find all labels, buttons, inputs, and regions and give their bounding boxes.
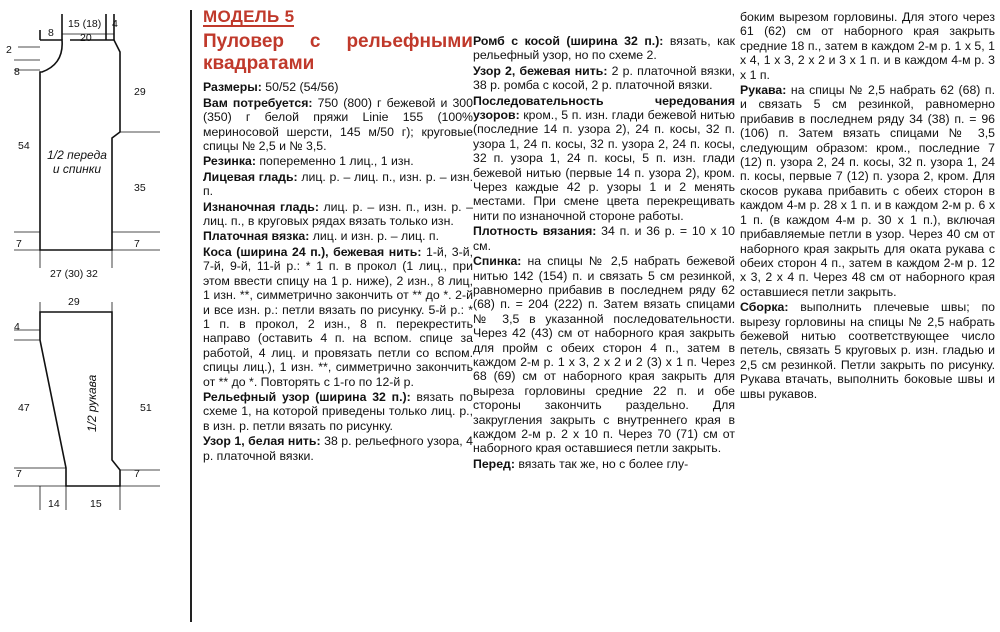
paragraph-text: на спицы № 2,5 набрать бежевой нитью 142 (154) п. и связать 5 см резинкой, равномерно прибавив в последнем ряду 62 (68) п. = 204 (222) п. Затем вязать спицами № 3,5 в указанной последовательности. Через 42 (43) см от наборного края закрыть для пройм с обеих сторон 4 п., затем в каждом 2-м р. 1 х 3, 2 х 2 и 2 (3) х 1 п. Через 68 (69) см от наборного края закрыть для выреза горловины средние 22 п. и обе стороны закончить раздельно. Для закругления закрыть с внутреннего края в каждом 2-м р. 2 х 10 п. Через 70 (71) см от наборного края оставшиеся петли закрыть. xyxy=(473,254,735,456)
paragraph-text: лиц. и изн. р. – лиц. п. xyxy=(309,229,440,244)
dim-sleeve-full: 51 xyxy=(140,402,152,414)
paragraph-heading: Вам потребуется: xyxy=(203,95,313,110)
paragraph-text: лиц. р. – лиц. п., изн. р. – изн. п. xyxy=(203,169,473,199)
dim-sleeve-cuff: 14 xyxy=(48,498,60,510)
paragraph-heading: Резинка: xyxy=(203,154,256,169)
paragraph-text: попеременно 1 лиц., 1 изн. xyxy=(255,154,414,169)
paragraph-heading: Спинка: xyxy=(473,254,522,269)
paragraph-text: вязать, как рельефный узор, но по схеме 2. xyxy=(473,34,735,63)
col3-body xyxy=(740,10,995,401)
dim-sleeve-cuff-right: 15 xyxy=(90,498,102,510)
dim-shoulder-slope: 2 xyxy=(6,44,12,56)
paragraph-heading: Размеры: xyxy=(203,80,262,95)
dim-rib-right: 7 xyxy=(134,238,140,250)
col3-paragraph xyxy=(740,300,995,401)
dim-body-to-armhole: 35 xyxy=(134,182,146,194)
schematic-drawing xyxy=(0,0,180,632)
col2-paragraph xyxy=(473,94,735,224)
dim-sleeve-rib-right: 7 xyxy=(134,468,140,480)
col1-paragraph xyxy=(203,154,473,168)
paragraph-text: лиц. р. – изн. п., изн. р. – лиц. п., в круговых рядах вязать только изн. xyxy=(203,199,473,229)
col2-paragraph xyxy=(473,254,735,456)
paragraph-heading: Сборка: xyxy=(740,300,789,315)
dim-shoulder-width: 20 xyxy=(80,32,92,44)
paragraph-text: выполнить плечевые швы; по вырезу горловины на спицы № 2,5 набрать бежевой нитью соответствующее число петель, связать 5 круговых р. изн. гладью и 2,5 см резинкой. Петли закрыть по рисунку. Рукава втачать, выполнить боковые швы и швы рукавов. xyxy=(740,300,995,401)
dim-sleeve-top: 29 xyxy=(68,296,80,308)
col1-paragraph xyxy=(203,96,473,154)
article-title: Пуловер с рельефными квадратами xyxy=(203,31,473,75)
col1-paragraph xyxy=(203,245,473,389)
front-back-outline xyxy=(40,40,120,250)
sleeve-piece-label: 1/2 рукава xyxy=(85,374,99,432)
front-back-piece-label: 1/2 переда и спинки xyxy=(47,148,107,176)
sleeve-outline xyxy=(40,312,120,486)
paragraph-heading: Лицевая гладь: xyxy=(203,169,298,184)
paragraph-text: 750 (800) г бежевой и 300 (350) г белой пряжи Linie 155 (100% мериносовой шерсти, 145 м/50 г); круговые спицы № 2,5 и № 3,5. xyxy=(203,95,473,154)
paragraph-text: кром., 5 п. изн. глади бежевой нитью (последние 14 п. узора 2), 24 п. косы, 32 п. узора 1, 24 п. косы, 32 п. узора 2, 24 п. косы, 32 п. узора 1, 24 п. косы, 5 п. изн. глади бежевой нитью (первые 14 п. узора 2), кром. Через каждые 42 р. узоры 1 и 2 менять местами. При смене цвета перекрещивать нити по изнаночной стороне работы. xyxy=(473,108,735,223)
dim-sleeve-cap: 4 xyxy=(14,321,20,333)
col1-paragraph xyxy=(203,390,473,433)
paragraph-text: на спицы № 2,5 набрать 62 (68) п. и связать 5 см резинкой, равномерно прибавив в последнем ряду 34 (38) п. = 96 (106) п. Затем вязать спицами № 3,5 следующим образом: кром., последние 7 (12) п. узора 2, 24 п. косы, 32 п. узора 1, 24 п. косы, первые 7 (12) п. узора 2, кром. Для скосов рукава прибавить с обеих сторон в каждом 4-м р. 28 х 1 п. и в каждом 2-м р. 6 х 1 п. (в каждом 4-м р. 30 х 1 п.), включая прибавляемые петли в узор. Через 40 см от наборного края закрыть для оката рукава с обеих сторон 4 п., затем в каждом 2-м р. 12 х 3, 2 х 4 п. Через 48 см от наборного края оставшиеся петли закрыть. xyxy=(740,83,995,299)
paragraph-text: 34 п. и 36 р. = 10 х 10 см. xyxy=(473,224,735,253)
dim-neck-width: 15 (18) xyxy=(68,18,102,30)
col2-paragraph xyxy=(473,224,735,253)
paragraph-text: 2 р. платочной вязки, 38 р. ромба с косой, 2 р. платочной вязки. xyxy=(473,63,735,93)
dim-shoulder: 4 xyxy=(112,18,118,30)
dim-neck-front: 8 xyxy=(14,66,20,78)
pattern-schematic xyxy=(0,0,180,632)
col2-paragraph xyxy=(473,457,735,471)
col1-paragraph xyxy=(203,229,473,243)
col3-paragraph xyxy=(740,10,995,82)
col3-paragraph xyxy=(740,83,995,299)
text-column-3 xyxy=(740,10,995,402)
paragraph-text: 1-й, 3-й, 7-й, 9-й, 11-й р.: * 1 п. в прокол (1 лиц., при этом ввести спицу на 1 р. ниже), 2 изн., 8 лиц, 1 изн. **, симметрично закончить от ** до *. 2-й и все изн. р.: петли вязать по рисунку. 5-й р.: * 1 п. в прокол, 2 изн., 8 п. перекрестить направо (оставить 4 п. на вспом. спице за работой, 4 лиц. и провязать петли со вспом. спицы лиц.), 1 изн. **, симметрично закончить от ** до *. Повторять с 1-го по 12-й р. xyxy=(203,244,473,389)
col1-body xyxy=(203,80,473,463)
paragraph-heading: Последовательность чередования узоров: xyxy=(473,93,735,123)
paragraph-heading: Рукава: xyxy=(740,83,787,98)
col1-paragraph xyxy=(203,434,473,463)
col1-paragraph xyxy=(203,170,473,199)
dim-sleeve-length: 47 xyxy=(18,402,30,414)
dim-rib-left: 7 xyxy=(16,238,22,250)
paragraph-text: вязать так же, но с более глу- xyxy=(514,456,689,471)
paragraph-heading: Коса (ширина 24 п.), бежевая нить: xyxy=(203,244,422,259)
paragraph-heading: Изнаночная гладь: xyxy=(203,199,319,214)
paragraph-heading: Платочная вязка: xyxy=(203,229,310,244)
model-number: МОДЕЛЬ 5 xyxy=(203,7,295,26)
col2-paragraph xyxy=(473,34,735,63)
paragraph-heading: Плотность вязания: xyxy=(473,224,597,239)
text-column-1 xyxy=(203,7,473,464)
paragraph-heading: Узор 2, бежевая нить: xyxy=(473,63,608,78)
text-column-2 xyxy=(473,34,735,472)
column-divider xyxy=(190,10,192,622)
paragraph-heading: Перед: xyxy=(473,456,515,471)
dim-half-width: 27 (30) 32 xyxy=(50,268,98,280)
col1-paragraph xyxy=(203,200,473,229)
paragraph-text: боким вырезом горловины. Для этого через 61 (62) см от наборного края закрыть средние 18 п., затем в каждом 2-м р. 1 х 5, 1 х 4, 1 х 3, 2 х 2 и 3 х 1 п. и в каждом 4-м р. 3 х 1 п. xyxy=(740,10,995,82)
paragraph-text: 50/52 (54/56) xyxy=(261,80,339,95)
dim-length: 54 xyxy=(18,140,30,152)
col2-paragraph xyxy=(473,64,735,93)
dim-neck-depth: 8 xyxy=(48,27,54,39)
paragraph-heading: Узор 1, белая нить: xyxy=(203,434,321,449)
col2-body xyxy=(473,34,735,471)
dim-sleeve-rib-left: 7 xyxy=(16,468,22,480)
paragraph-text: вязать по схеме 1, на которой приведены только лиц. р., в изн. р. петли вязать по рисунку. xyxy=(203,389,473,433)
paragraph-heading: Ромб с косой (ширина 32 п.): xyxy=(473,34,664,48)
paragraph-heading: Рельефный узор (ширина 32 п.): xyxy=(203,389,411,404)
paragraph-text: 38 р. рельефного узора, 4 р. платочной вязки. xyxy=(203,434,473,463)
dim-armhole: 29 xyxy=(134,86,146,98)
col1-paragraph xyxy=(203,80,473,94)
